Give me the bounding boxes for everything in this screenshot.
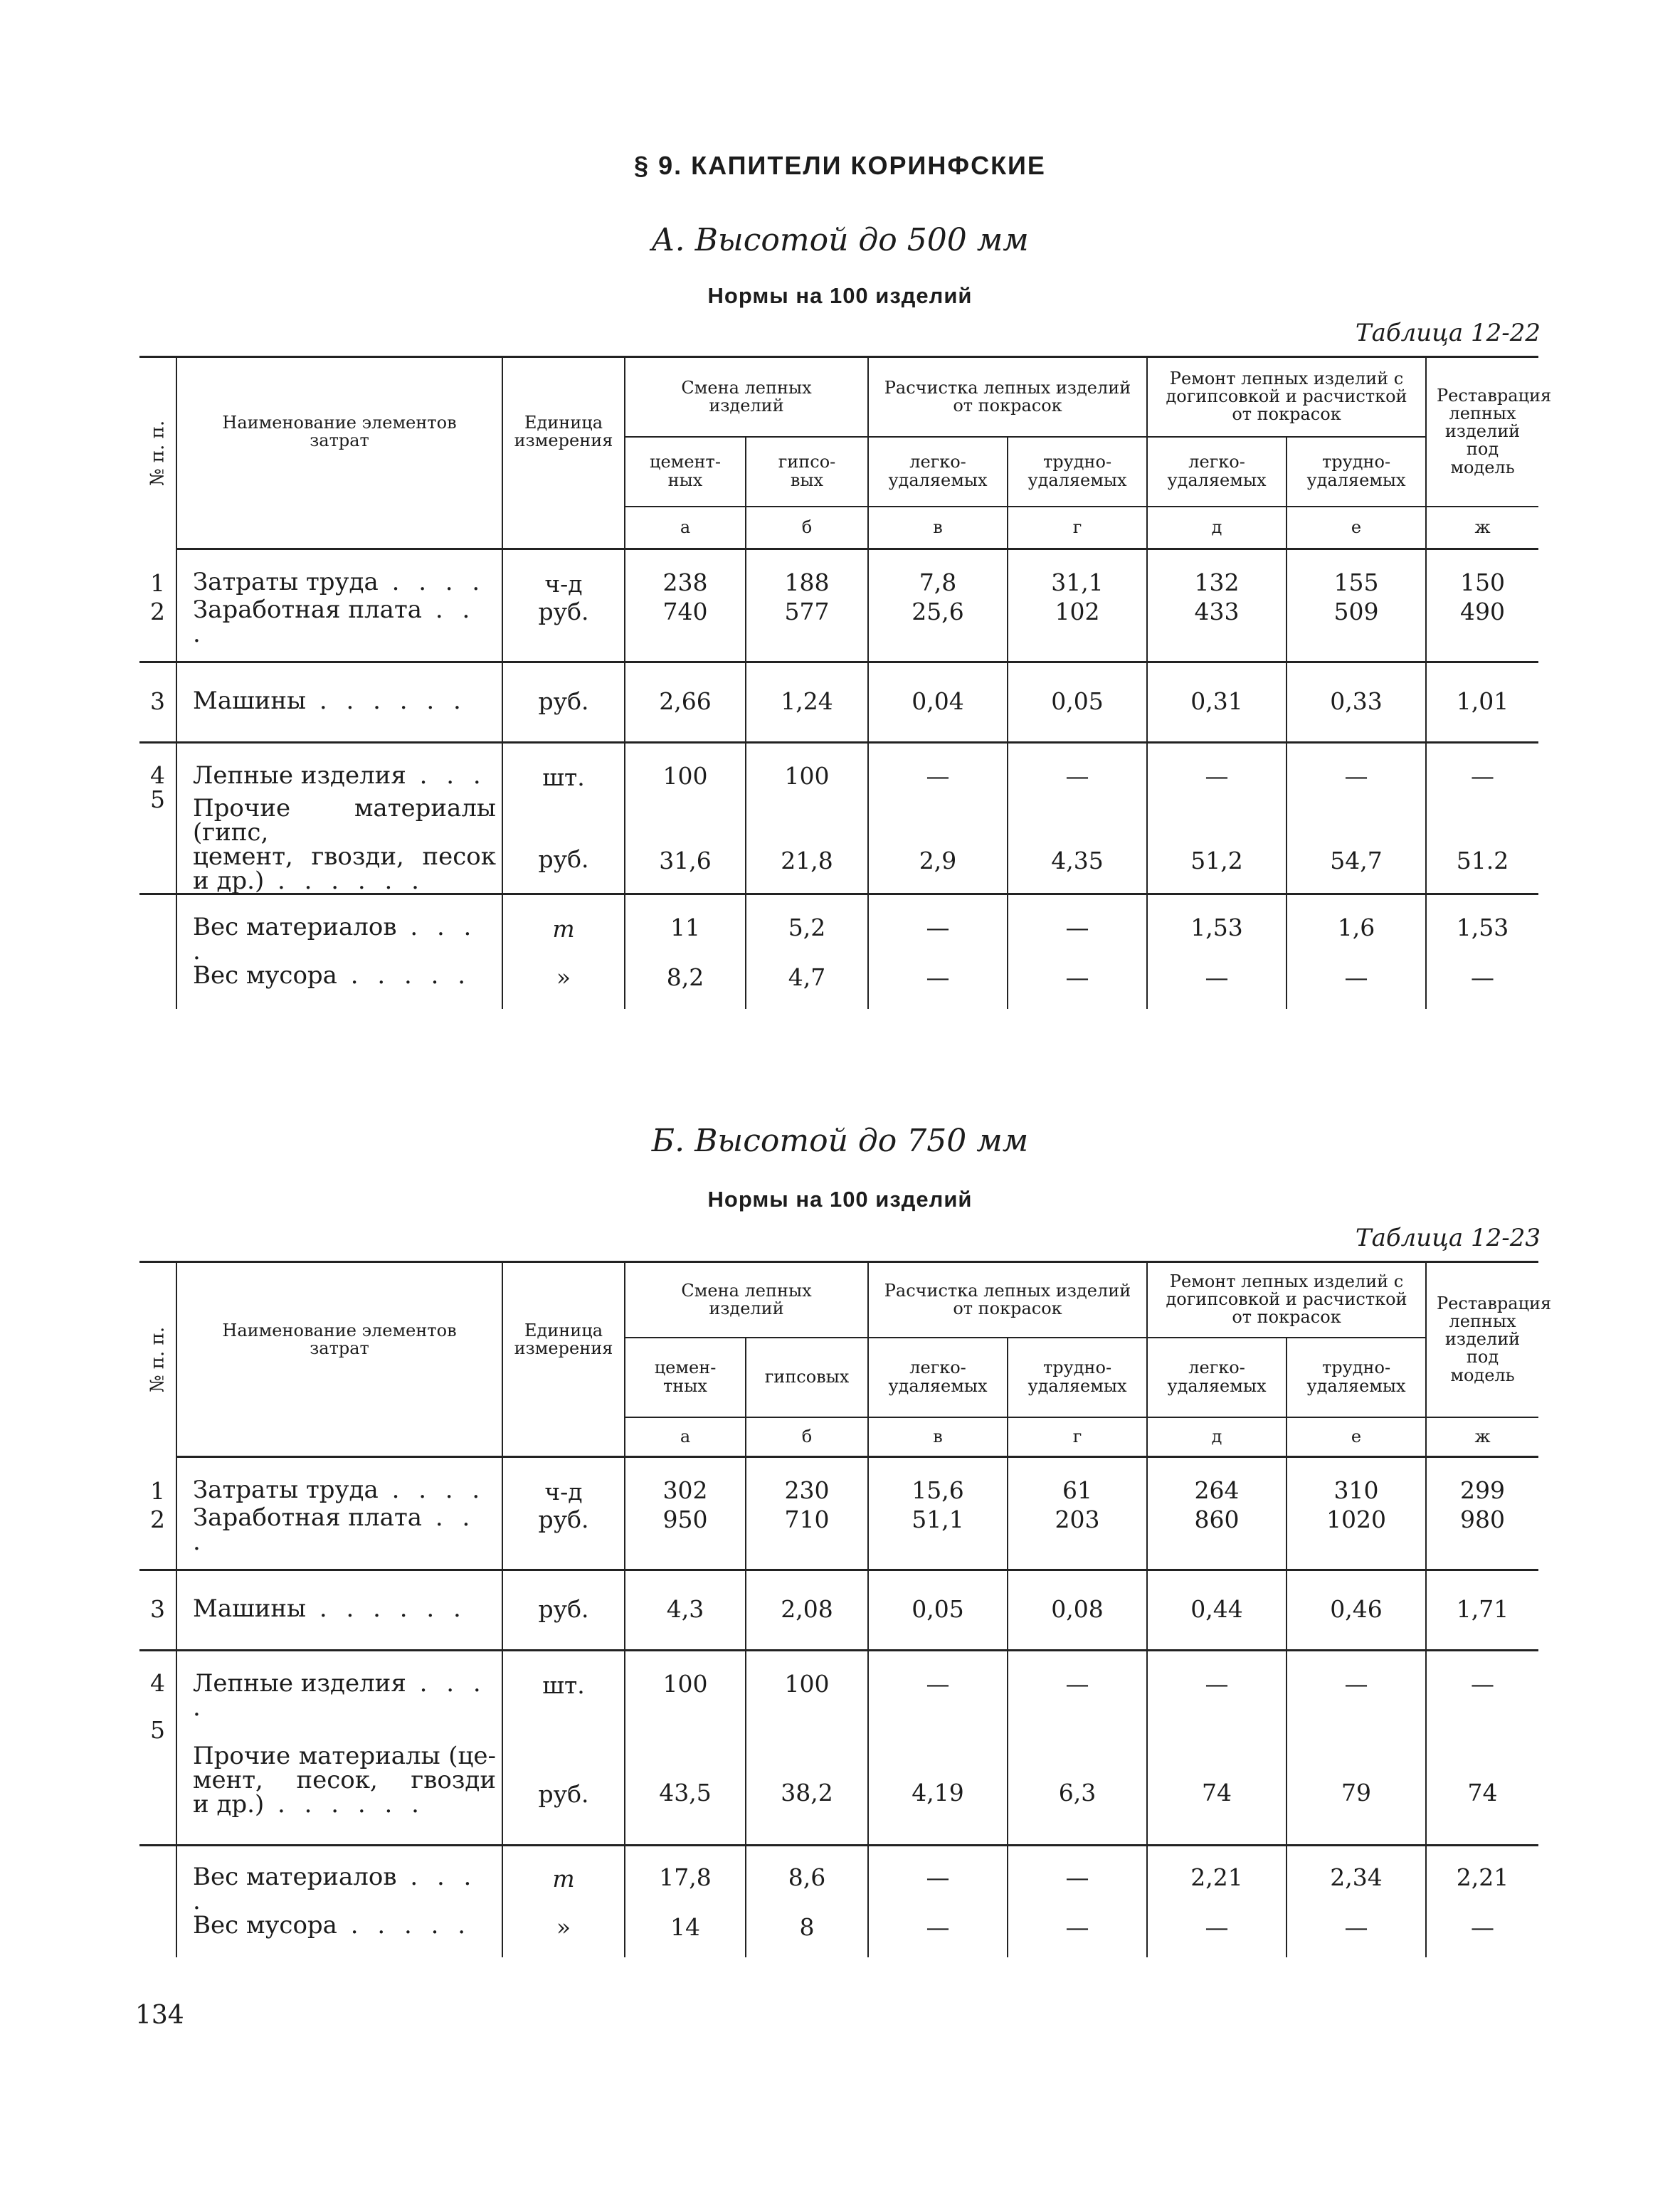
unit-header: Единица измерения	[502, 357, 625, 507]
table-row: 3 Машины . . . . . . руб. 4,3 2,08 0,05 0,08 0,44 0,46 1,71	[139, 1570, 1538, 1650]
table-b-label: Таблица 12-23	[1355, 1224, 1541, 1252]
letter-d: г	[1008, 507, 1147, 549]
group-header-restoration: Реставрация лепных изделий под модель	[1426, 357, 1538, 507]
col-header-d: трудно-удаляемых	[1008, 1338, 1147, 1417]
norms-table-a	[139, 356, 1552, 1009]
table-b-subtitle: Б. Высотой до 750 мм	[651, 1123, 1029, 1159]
table-a-norms-caption: Нормы на 100 изделий	[707, 283, 973, 308]
num-header: № п. п.	[146, 1327, 168, 1393]
table-row: 1 Затраты труда . . . . ч-д 238 188 7,8 31,1 132 155 150	[139, 549, 1538, 598]
col-header-d: трудно-удаляемых	[1008, 437, 1147, 507]
table-row: 4 5 Лепные изделия . . . . Прочие материалы (це- мент, песок, гвозди и др.) . . . . . . шт. руб. 100 43,5 100 38,2 — 4,19 — 6,3 — 74 — 79 — 74	[139, 1650, 1538, 1845]
num-header: № п. п.	[146, 420, 168, 487]
letter-e: д	[1147, 1417, 1287, 1457]
table-row: Вес материалов . . . . т 11 5,2 — — 1,53 1,6 1,53	[139, 894, 1538, 963]
table-a-label: Таблица 12-22	[1355, 319, 1541, 347]
table-row: 1 Затраты труда . . . . ч-д 302 230 15,6 61 264 310 299	[139, 1457, 1538, 1506]
group-header-repair: Ремонт лепных изделий с догипсовкой и расчисткой от покрасок	[1147, 1262, 1426, 1338]
section-title: § 9. КАПИТЕЛИ КОРИНФСКИЕ	[634, 151, 1046, 180]
group-header-cleaning: Расчистка лепных изделий от покрасок	[868, 1262, 1147, 1338]
col-header-b: гипсовых	[746, 1338, 868, 1417]
unit-header: Единица измерения	[502, 1262, 625, 1417]
name-header: Наименование элементов затрат	[176, 357, 502, 507]
group-header-repair: Ремонт лепных изделий с догипсовкой и расчисткой от покрасок	[1147, 357, 1426, 437]
table-a-subtitle: А. Высотой до 500 мм	[651, 222, 1029, 258]
col-header-b: гипсо-вых	[746, 437, 868, 507]
col-header-c: легко-удаляемых	[868, 437, 1008, 507]
table-row: Вес материалов . . . . т 17,8 8,6 — — 2,21 2,34 2,21	[139, 1845, 1538, 1913]
table-row: 2 Заработная плата . . . руб. 950 710 51,1 203 860 1020 980	[139, 1506, 1538, 1570]
col-header-a: цемент-ных	[625, 437, 746, 507]
table-row: Вес мусора . . . . . » 14 8 — — — — —	[139, 1913, 1538, 1957]
table-b-norms-caption: Нормы на 100 изделий	[707, 1187, 973, 1212]
norms-table-b	[139, 1261, 1552, 1957]
col-header-e: легко-удаляемых	[1147, 1338, 1287, 1417]
table-row: 3 Машины . . . . . . руб. 2,66 1,24 0,04 0,05 0,31 0,33 1,01	[139, 662, 1538, 742]
letter-f: е	[1287, 507, 1426, 549]
table-row: 4 5 Лепные изделия . . . Прочие материалы (гипс, цемент, гвозди, песок и др.) . . . . . . шт. руб. 100 31,6 100 21,8 — 2,9 — 4,35 — 51,2 — 54,7 — 51.2	[139, 742, 1538, 894]
letter-a: а	[625, 507, 746, 549]
letter-g: ж	[1426, 1417, 1538, 1457]
group-header-cleaning: Расчистка лепных изделий от покрасок	[868, 357, 1147, 437]
col-header-f: трудно-удаляемых	[1287, 1338, 1426, 1417]
group-header-replace: Смена лепных изделий	[625, 1262, 868, 1338]
col-header-c: легко-удаляемых	[868, 1338, 1008, 1417]
group-header-restoration: Реставрация лепных изделий под модель	[1426, 1262, 1538, 1417]
letter-a: а	[625, 1417, 746, 1457]
col-header-a: цемен-тных	[625, 1338, 746, 1417]
letter-e: д	[1147, 507, 1287, 549]
group-header-replace: Смена лепных изделий	[625, 357, 868, 437]
page-number: 134	[135, 2001, 184, 2030]
letter-b: б	[746, 507, 868, 549]
letter-b: б	[746, 1417, 868, 1457]
col-header-f: трудно-удаляемых	[1287, 437, 1426, 507]
letter-d: г	[1008, 1417, 1147, 1457]
table-row: Вес мусора . . . . . » 8,2 4,7 — — — — —	[139, 963, 1538, 1009]
col-header-e: легко-удаляемых	[1147, 437, 1287, 507]
name-header: Наименование элементов затрат	[176, 1262, 502, 1417]
letter-f: е	[1287, 1417, 1426, 1457]
letter-c: в	[868, 1417, 1008, 1457]
table-row: 2 Заработная плата . . . руб. 740 577 25,6 102 433 509 490	[139, 598, 1538, 662]
letter-c: в	[868, 507, 1008, 549]
letter-g: ж	[1426, 507, 1538, 549]
